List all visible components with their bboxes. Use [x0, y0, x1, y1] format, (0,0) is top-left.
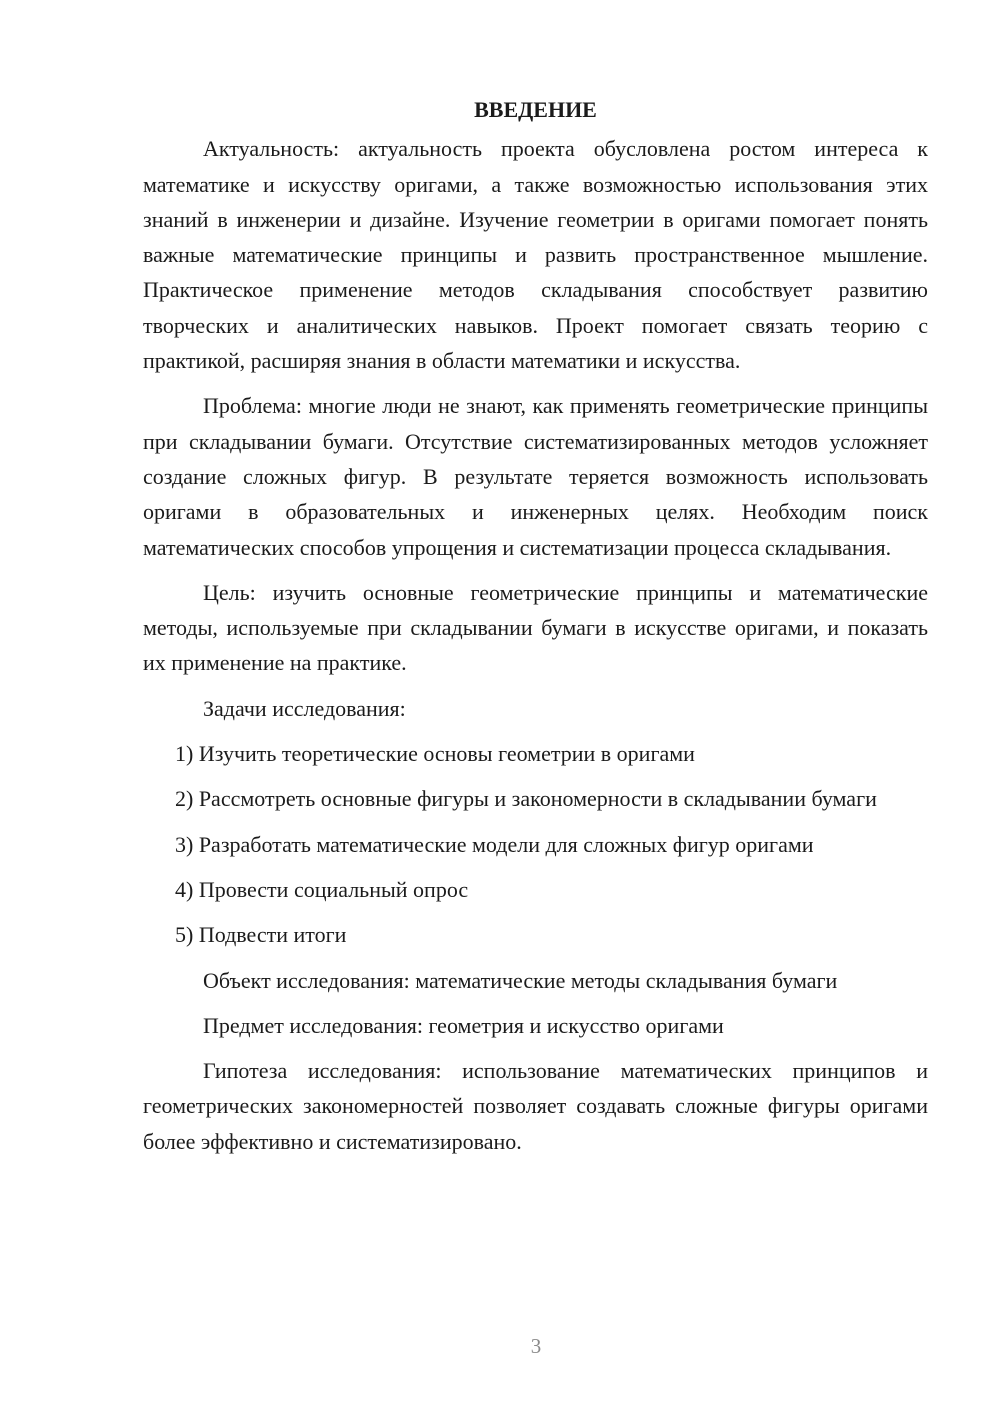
problem-paragraph: Проблема: многие люди не знают, как применять геометрические принципы при складывании бумаги. Отсутствие систематизированных методов усложняет создание сложных фигур. В результате теряется возможность использовать оригами в образовательных и инженерных целях. Необходим поиск математических способов упрощения и систематизации процесса складывания. [143, 393, 928, 560]
task-item: 2) Рассмотреть основные фигуры и закономерности в складывании бумаги [175, 786, 877, 812]
task-item: 1) Изучить теоретические основы геометрии в оригами [175, 741, 695, 767]
tasks-heading: Задачи исследования: [203, 695, 406, 721]
page-number: 3 [530, 1334, 542, 1358]
page-content [143, 92, 928, 1169]
subject-paragraph: Предмет исследования: геометрия и искусство оригами [203, 1012, 724, 1038]
task-item: 4) Провести социальный опрос [175, 876, 469, 902]
object-paragraph: Объект исследования: математические методы складывания бумаги [203, 967, 838, 993]
hypothesis-paragraph: Гипотеза исследования: использование математических принципов и геометрических закономерностей позволяет создавать сложные фигуры оригами более эффективно и систематизировано. [143, 1058, 928, 1154]
task-item: 3) Разработать математические модели для сложных фигур оригами [175, 831, 814, 857]
relevance-paragraph: Актуальность: актуальность проекта обусловлена ростом интереса к математике и искусству оригами, а также возможностью использования этих знаний в инженерии и дизайне. Изучение геометрии в оригами помогает понять важные математические принципы и развить пространственное мышление. Практическое применение методов складывания способствует развитию творческих и аналитических навыков. Проект помогает связать теорию с практикой, расширяя знания в области математики и искусства. [143, 136, 928, 374]
task-item: 5) Подвести итоги [175, 922, 347, 948]
goal-paragraph: Цель: изучить основные геометрические принципы и математические методы, используемые при складывании бумаги в искусстве оригами, и показать их применение на практике. [143, 579, 928, 676]
section-heading: ВВЕДЕНИЕ [474, 97, 597, 122]
